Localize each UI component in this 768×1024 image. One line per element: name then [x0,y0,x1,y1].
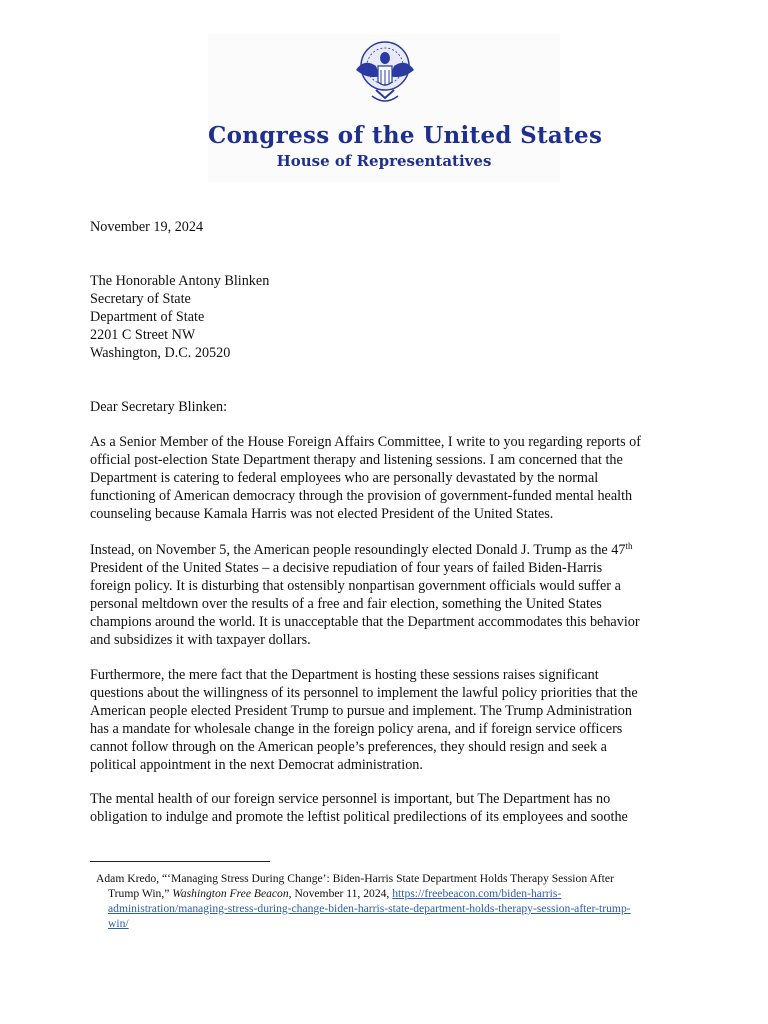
source-link[interactable]: https://freebeacon.com/biden-harris- [392,887,562,900]
address-line: 2201 C Street NW [90,327,196,343]
paragraph-4 [90,790,690,826]
paragraph-line: President of the United States – a decisive repudiation of four years of failed Biden-Harris [90,560,603,576]
footnote-line: Adam Kredo, “‘Managing Stress During Change’: Biden-Harris State Department Holds Therapy Session After [96,872,614,885]
address-line: Washington, D.C. 20520 [90,345,231,361]
paragraph-line-text: Instead, on November 5, the American people resoundingly elected Donald J. Trump as the 47 [90,542,626,558]
letterhead [208,34,603,182]
footnote-text: , November 11, 2024, [288,887,393,900]
paragraph-line: The mental health of our foreign service personnel is important, but The Department has no [90,791,611,807]
address-line: Secretary of State [90,291,191,307]
footnote [96,871,696,931]
paragraph-line: Furthermore, the mere fact that the Department is hosting these sessions raises significant [90,667,599,683]
footnote-line [96,886,696,901]
paragraph-line: functioning of American democracy through the provision of government-funded mental health [90,488,633,504]
paragraph-line: foreign policy. It is disturbing that ostensibly nonpartisan government officials would suffer a [90,578,621,594]
source-link[interactable]: administration/managing-stress-during-change-biden-harris-state-department-holds-therapy-session-after-trump- [108,902,631,915]
paragraph-line: official post-election State Department therapy and listening sessions. I am concerned that the [90,452,623,468]
paragraph-line: As a Senior Member of the House Foreign Affairs Committee, I write to you regarding reports of [90,434,641,450]
footnote-line [96,901,696,916]
paragraph-line: questions about the willingness of its personnel to implement the lawful policy priorities that the [90,685,638,701]
address-line: Department of State [90,309,205,325]
letterhead-title: Congress of the United States [208,122,603,149]
recipient-address [90,272,690,362]
salutation: Dear Secretary Blinken: [90,399,228,415]
paragraph-line: champions around the world. It is unacceptable that the Department accommodates this behavior [90,614,640,630]
paragraph-line: obligation to indulge and promote the leftist political predilections of its employees and soothe [90,809,628,825]
paragraph-line: political appointment in the next Democrat administration. [90,757,423,773]
paragraph-2 [90,541,690,649]
paragraph-1 [90,433,690,523]
eagle-seal-icon [350,36,420,112]
address-line: The Honorable Antony Blinken [90,273,270,289]
paragraph-3 [90,666,690,774]
paragraph-line: and subsidizes it with taxpayer dollars. [90,632,311,648]
source-link[interactable]: win/ [108,917,129,930]
footnote-text: Trump Win,” [108,887,173,900]
paragraph-line: American people elected President Trump to pursue and implement. The Trump Administration [90,703,632,719]
footnote-divider [90,861,270,862]
letterhead-subtitle: House of Representatives [276,152,492,170]
paragraph-line: counseling because Kamala Harris was not elected President of the United States. [90,506,554,522]
paragraph-line: personal meltdown over the results of a free and fair election, something the United States [90,596,602,612]
publication-name: Washington Free Beacon [172,887,289,900]
paragraph-line: Department is catering to federal employees who are personally devastated by the normal [90,470,599,486]
footnote-line [96,916,696,931]
paragraph-line: has a mandate for wholesale change in the foreign policy arena, and if foreign service officers [90,721,623,737]
footnote-superscript: th [625,541,633,551]
letter-date: November 19, 2024 [90,219,204,235]
paragraph-line: cannot follow through on the American people’s preferences, they should resign and seek a [90,739,607,755]
paragraph-line [90,541,690,559]
